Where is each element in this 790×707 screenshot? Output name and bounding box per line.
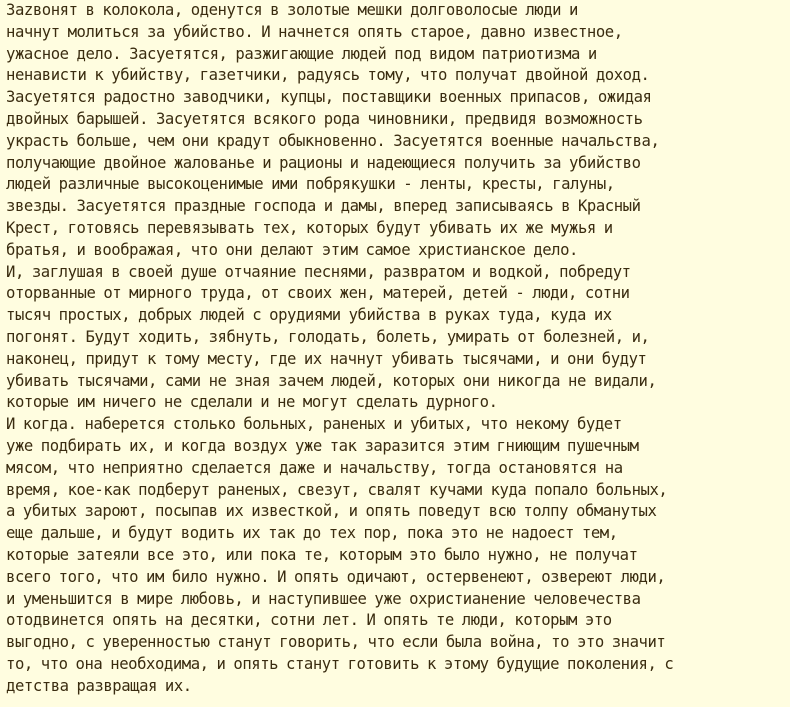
text-line: детства развращая их.	[6, 676, 192, 695]
text-line: уже подбирать их, и когда воздух уже так заразится этим гниющим пушечным	[6, 436, 639, 455]
text-line: убивать тысячами, сами не зная зачем людей, которых они никогда не видали,	[6, 371, 657, 390]
text-line: выгодно, с уверенностью станут говорить, что если была война, то это значит	[6, 633, 666, 652]
text-line: людей различные высокоценимые ими побрякушки - ленты, кресты, галуны,	[6, 175, 615, 194]
text-line: Крест, готовясь перевязывать тех, которых будут убивать их же мужья и	[6, 218, 613, 237]
text-line: ужасное дело. Засуетятся, разжигающие людей под видом патриотизма и	[6, 44, 597, 63]
text-line: И, заглушая в своей душе отчаяние песнями, развратом и водкой, побредут	[6, 262, 631, 281]
text-line: время, кое-как подберут раненых, свезут, свалят кучами куда попало больных,	[6, 480, 668, 499]
text-line: получающие двойное жалованье и рационы и надеющиеся получить за убийство	[6, 153, 641, 172]
text-line: мясом, что неприятно сделается даже и начальству, тогда остановятся на	[6, 458, 623, 477]
text-line: а убитых зароют, посыпав их известкой, и опять поведут всю толпу обманутых	[6, 502, 657, 521]
text-line: то, что она необходима, и опять станут готовить к этому будущие поколения, с	[6, 654, 674, 673]
text-line: украсть больше, чем они крадут обыкновенно. Засуетятся военные начальства,	[6, 131, 660, 150]
text-line: которые затеяли все это, или пока те, которым это было нужно, не получат	[6, 545, 638, 564]
text-line: наконец, придут к тому месту, где их начнут убивать тысячами, и они будут	[6, 349, 647, 368]
text-line: двойных барышей. Засуетятся всякого рода чиновники, предвидя возможность	[6, 109, 643, 128]
text-line: Засуетятся радостно заводчики, купцы, поставщики военных припасов, ожидая	[6, 88, 652, 107]
text-line: всего того, что им било нужно. И опять одичают, остервенеют, озвереют люди,	[6, 567, 666, 586]
text-line: звезды. Засуетятся праздные господа и дамы, вперед записываясь в Красный	[6, 197, 641, 216]
text-line: начнут молиться за убийство. И начнется опять старое, давно известное,	[6, 22, 623, 41]
text-line: еще дальше, и будут водить их так до тех пор, пока это не надоест тем,	[6, 524, 618, 543]
text-line: И когда. наберется столько больных, раненых и убитых, что некому будет	[6, 415, 622, 434]
text-line: отодвинется опять на десятки, сотни лет. И опять те люди, которым это	[6, 611, 612, 630]
text-line: тысяч простых, добрых людей с орудиями убийства в руках туда, куда их	[6, 306, 612, 325]
text-line: братья, и воображая, что они делают этим самое христианское дело.	[6, 240, 578, 259]
text-line: Заzвонят в колокола, оденутся в золотые мешки долговолосые люди и	[6, 1, 578, 19]
text-line: которые им ничего не сделали и не могут сделать дурного.	[6, 393, 498, 412]
text-line: оторванные от мирного труда, от своих жен, матерей, детей - люди, сотни	[6, 284, 630, 303]
text-line: ненависти к убийству, газетчики, радуясь тому, что получат двойной доход.	[6, 66, 650, 85]
text-line: погонят. Будут ходить, зябнуть, голодать, болеть, умирать от болезней, и,	[6, 327, 650, 346]
document-text	[6, 0, 790, 698]
text-line: и уменьшится в мире любовь, и наступившее уже охристианение человечества	[6, 589, 641, 608]
